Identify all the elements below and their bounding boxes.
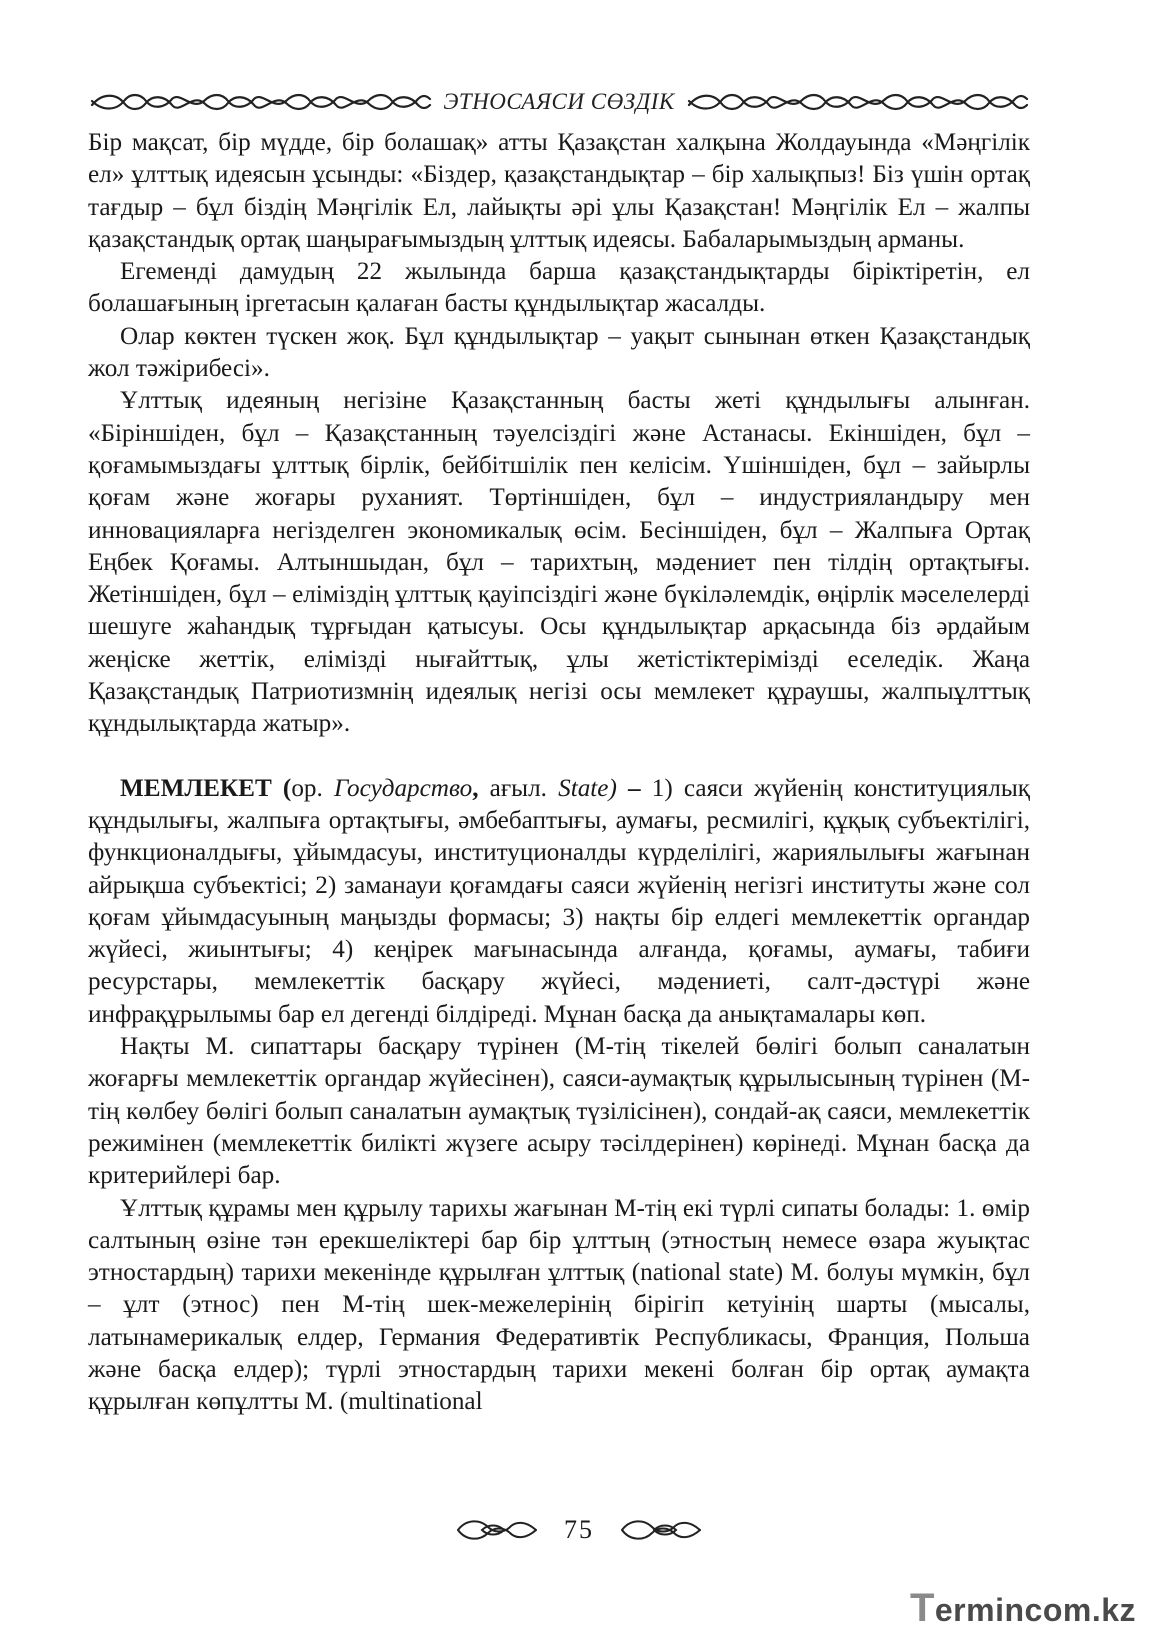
- entry-word-en: State): [558, 774, 617, 802]
- watermark-logo: [910, 1586, 1136, 1631]
- scroll-ornament-left-icon: [454, 1515, 540, 1545]
- dictionary-entry: [88, 773, 1030, 1031]
- entry-open-paren: (: [271, 774, 292, 802]
- page-footer: [0, 1510, 1158, 1550]
- entry-definition: 1) саяси жүйенің конституциялық құндылығы, жалпыға ортақтығы, әмбебаптығы, аумағы, ресмилігі, құқық субъектілігі, функционалдығы, ұйымдасуы, институционалды күрделілігі, жариялылығы жағынан айрықша субъектісі; 2) заманауи қоғамдағы саяси жүйенің негізгі институты және сол қоғам ұйымдасуының маңызды формасы; 3) нақты бір елдегі мемлекеттік органдар жүйесі, жиынтығы; 4) кеңірек мағынасында алғанда, қоғамы, аумағы, табиғи ресурстары, мемлекеттік басқару жүйесі, мәдениеті, салт-дәстүрі және инфрақұрылымы бар ел дегенді білдіреді. Мұнан басқа да анықтамалары көп.: [88, 774, 1031, 1028]
- entry-lang-ru: ор.: [291, 774, 334, 802]
- ornament-left-icon: [88, 89, 433, 115]
- paragraph: Нақты М. сипаттары басқару түрінен (М-тің тікелей бөлігі болып саналатын жоғарғы мемлекеттік органдар жүйесінен), саяси-аумақтық құрылысының түрінен (М-тің көлбеу бөлігі болып саналатын аумақтық түзілісінен), сондай-ақ саяси, мемлекеттік режимінен (мемлекеттік билікті жүзеге асыру тәсілдерінен) көрінеді. Мұнан басқа да критерийлері бар.: [88, 1033, 1030, 1190]
- entry-word-ru: Государство: [333, 774, 473, 802]
- entry-term: МЕМЛЕКЕТ: [120, 774, 272, 802]
- header-title: ЭТНОСАЯСИ СӨЗДІК: [443, 89, 675, 114]
- entry-lang-en: ағыл.: [489, 774, 559, 802]
- watermark-initial: T: [909, 1586, 935, 1630]
- paragraph: Егеменді дамудың 22 жылында барша қазақстандықтарды біріктіретін, ел болашағының іргетасын қалаған басты құндылықтар жасалды.: [88, 258, 1030, 318]
- paragraph: Ұлттық идеяның негізіне Қазақстанның басты жеті құндылығы алынған. «Біріншіден, бұл – Қазақстанның тәуелсіздігі және Астанасы. Екіншіден, бұл – қоғамымыздағы ұлттық бірлік, бейбітшілік пен келісім. Үшіншіден, бұл – зайырлы қоғам және жоғары руханият. Төртіншіден, бұл – индустрияландыру мен инновацияларға негізделген экономикалық өсім. Бесіншіден, бұл – Жалпыға Ортақ Еңбек Қоғамы. Алтыншыдан, бұл – тарихтың, мәдениет пен тілдің ортақтығы. Жетіншіден, бұл – еліміздің ұлттық қауіпсіздігі және бүкіләлемдік, өңірлік мәселелерді шешуге жаһандық тұрғыдан қатысуы. Осы құндылықтар арқасында біз әрдайым жеңіске жеттік, елімізді нығайттық, ұлы жетістіктерімізді еселедік. Жаңа Қазақстандық Патриотизмнің идеялық негізі осы мемлекет құраушы, жалпыұлттық құндылықтарда жатыр».: [88, 387, 1030, 738]
- paragraph: Ұлттық құрамы мен құрылу тарихы жағынан М-тің екі түрлі сипаты болады: 1. өмір салтының өзіне тән ерекшеліктері бар бір ұлттың (этностың немесе өзара жуықтас этностардың) тарихи мекенінде құрылған ұлттық (national state) М. болуы мүмкін, бұл – ұлт (этнос) пен М-тің шек-межелерінің бірігіп кетуінің шарты (мысалы, латынамерикалық елдер, Германия Федеративтік Республикасы, Франция, Польша және басқа елдер); түрлі этностардың тарихи мекені болған бір ортақ аумақта құрылған көпұлтты М. (multinational: [88, 1194, 1030, 1416]
- page-number: 75: [564, 1515, 594, 1544]
- entry-separator: ,: [472, 774, 490, 802]
- paragraph-continued: Бір мақсат, бір мүдде, бір болашақ» атты Қазақстан халқына Жолдауында «Мәңгілік ел» ұлттық идеясын ұсынды: «Біздер, қазақстандықтар – бір халықпыз! Біз үшін ортақ тағдыр – бұл біздің Мәңгілік Ел, лайықты әрі ұлы Қазақстан! Мәңгілік Ел – жалпы қазақстандық ортақ шаңырағымыздың ұлттық идеясы. Бабаларымыздың арманы.: [88, 129, 1030, 253]
- running-header: [88, 84, 1030, 120]
- ornament-right-icon: [685, 89, 1030, 115]
- watermark-text: ermincom.kz: [934, 1592, 1136, 1628]
- scroll-ornament-right-icon: [618, 1515, 704, 1545]
- entry-dash: –: [616, 774, 652, 802]
- page-body: [88, 127, 1030, 1419]
- paragraph: Олар көктен түскен жоқ. Бұл құндылықтар – уақыт сынынан өткен Қазақстандық жол тәжірибесі».: [88, 322, 1030, 383]
